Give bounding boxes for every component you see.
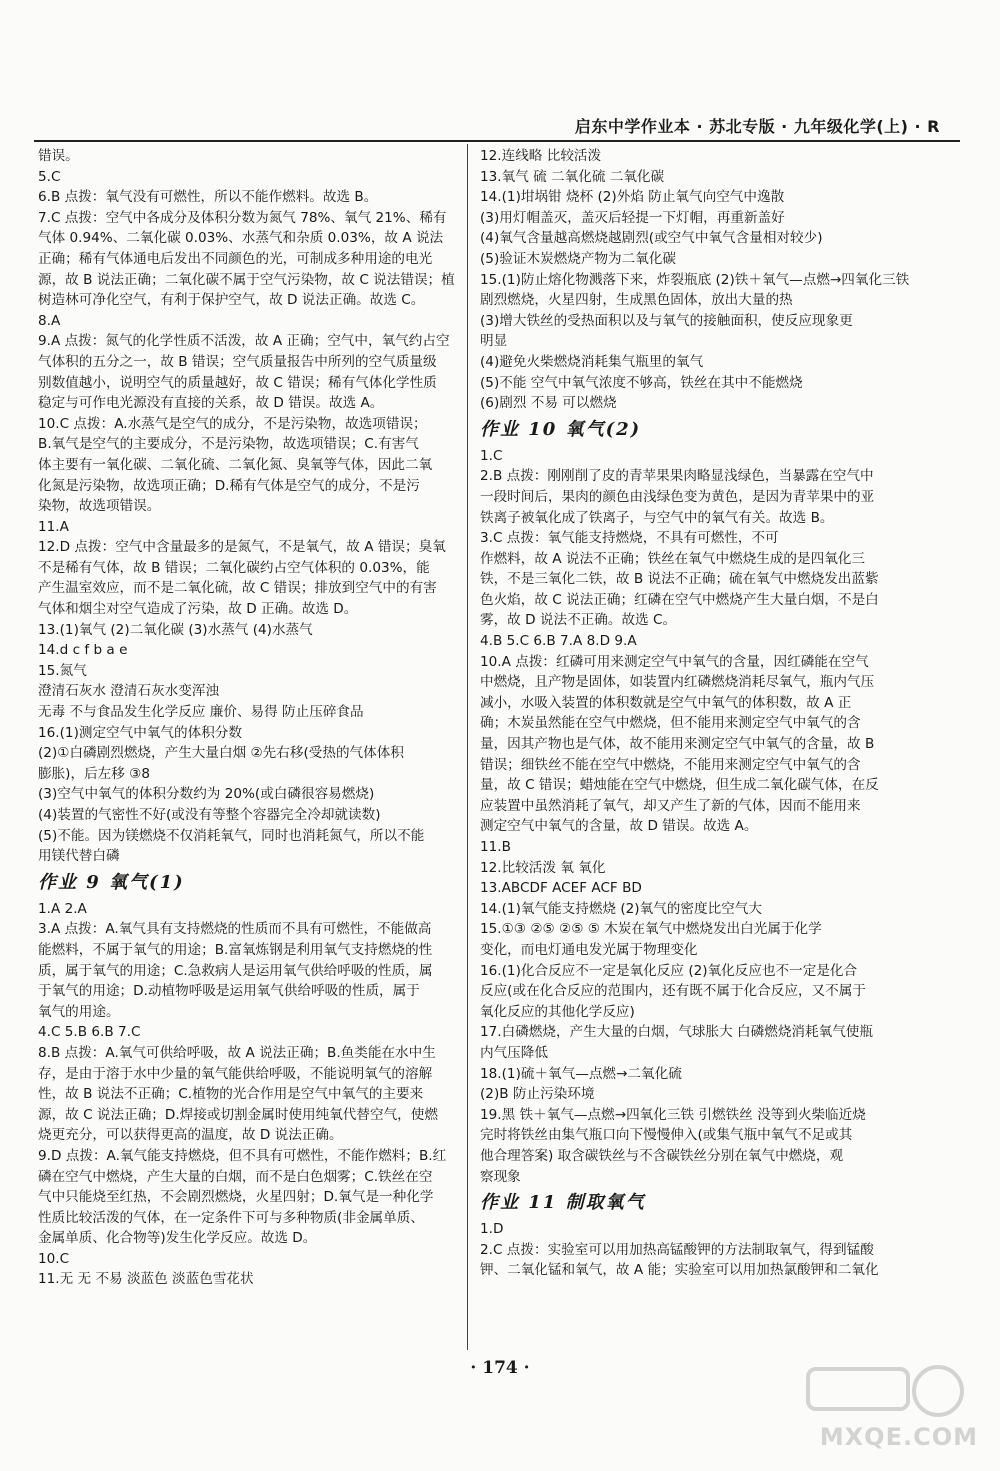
answer-line: (3)增大铁丝的受热面积以及与氧气的接触面积，使反应现象更	[480, 312, 853, 329]
answer-line: 测定空气中氧气的含量，故 D 错误。故选 A。	[480, 818, 758, 835]
answer-line: 减小，水吸入装置的体积数就是空气中氧气的体积数，故 A 正	[480, 694, 852, 711]
answer-line: (5)不能 空气中氧气浓度不够高，铁丝在其中不能燃烧	[480, 374, 803, 391]
answer-line: 铁，不是三氧化二铁，故 B 说法不正确；硫在氧气中燃烧发出蓝紫	[480, 571, 879, 588]
answer-line: 钾、二氧化锰和氧气，故 A 能；实验室可以用加热氯酸钾和二氧化	[480, 1262, 879, 1279]
watermark-logo	[788, 1361, 978, 1451]
answer-line: 14.(1)坩埚钳 烧杯 (2)外焰 防止氧气向空气中逸散	[480, 189, 785, 206]
answer-line: 色火焰，故 C 说法正确；红磷在空气中燃烧产生大量白烟，不是白	[480, 591, 879, 608]
answer-line: 无毒 不与食品发生化学反应 廉价、易得 防止压碎食品	[38, 704, 364, 721]
answer-line: 不是稀有气体，故 B 错误；二氧化碳约占空气体积的 0.03%，能	[38, 559, 430, 576]
answer-line: 内气压降低	[480, 1044, 548, 1061]
answer-line: B.氧气是空气的主要成分，不是污染物，故选项错误；C.有害气	[38, 436, 419, 453]
answer-line: 错误；细铁丝不能在空气中燃烧，不能用来测定空气中氧气的含	[480, 756, 861, 773]
answer-line: 8.B 点拨：A.氧气可供给呼吸，故 A 说法正确；B.鱼类能在水中生	[38, 1044, 436, 1061]
answer-line: 产生温室效应，而不是二氧化硫，故 C 错误；排放到空气中的有害	[38, 580, 437, 597]
answer-line: 中燃烧，且产物是固体，如装置内红磷燃烧消耗尽氧气，瓶内气压	[480, 674, 875, 691]
answer-line: 11.B	[480, 839, 511, 855]
answer-line: 19.黑 铁＋氧气—点燃→四氧化三铁 引燃铁丝 没等到火柴临近烧	[480, 1106, 866, 1123]
answer-line: 质，属于氧气的用途；C.急救病人是运用氧气供给呼吸的性质，属	[38, 962, 433, 979]
answer-line: 铁离子被氧化成了铁离子，与空气中的氧气有关。故选 B。	[480, 509, 834, 526]
answer-line: 树造林可净化空气，有利于保护空气，故 D 说法正确。故选 C。	[38, 292, 425, 309]
answer-line: 存，是由于溶于水中少量的氧气能供给呼吸，不能说明氧气的溶解	[38, 1065, 433, 1082]
answer-line: 金属单质、化合物等)发生化学反应。故选 D。	[38, 1230, 317, 1247]
answer-line: 磷在空气中燃烧，产生大量的白烟，而不是白色烟雾；C.铁丝在空	[38, 1168, 433, 1185]
answer-line: 14.(1)氧气能支持燃烧 (2)氧气的密度比空气大	[480, 900, 762, 917]
answer-line: 化氮是污染物，故选项正确；D.稀有气体是空气的成分，不是污	[38, 477, 420, 494]
answer-line: 性，故 B 说法不正确；C.植物的光合作用是空气中氧气的主要来	[38, 1086, 424, 1103]
answer-line: 13.ABCDF ACEF ACF BD	[480, 880, 642, 897]
answer-line: 1.A 2.A	[38, 900, 87, 917]
answer-line: 13.氧气 硫 二氧化硫 二氧化碳	[480, 168, 665, 185]
answer-line: 气体积的五分之一，故 B 错误；空气质量报告中所列的空气质量级	[38, 353, 437, 370]
answer-line: 量，因其产物也是气体，故不能用来测定空气中氧气的含量，故 B	[480, 736, 875, 753]
answer-line: 5.C	[38, 168, 61, 185]
answer-line: 9.D 点拨：A.氧气能支持燃烧，但不具有可燃性，不能作燃料；B.红	[38, 1147, 447, 1164]
section-heading: 作业 11 制取氧气	[480, 1192, 646, 1214]
answer-line: (4)氧气含量越高燃烧越剧烈(或空气中氧气含量相对较少)	[480, 230, 823, 247]
answer-line: 10.C	[38, 1250, 70, 1267]
answer-line: 10.C 点拨：A.水蒸气是空气的成分，不是污染物，故选项错误；	[38, 415, 427, 432]
answer-line: (4)装置的气密性不好(或没有等整个容器完全冷却就读数)	[38, 807, 381, 823]
answer-line: 15.(1)防止熔化物溅落下来，炸裂瓶底 (2)铁＋氧气—点燃→四氧化三铁	[480, 271, 910, 288]
answer-line: 察现象	[480, 1168, 521, 1185]
answer-line: 8.A	[38, 312, 61, 329]
answer-line: 10.A 点拨：红磷可用来测定空气中氧气的含量，因红磷能在空气	[480, 653, 869, 670]
answer-line: (3)用灯帽盖灭，盖灭后轻提一下灯帽，再重新盖好	[480, 209, 785, 226]
section-heading: 作业 10 氧气(2)	[480, 418, 642, 440]
answer-line: 作燃料，故 A 说法不正确；铁丝在氧气中燃烧生成的是四氧化三	[480, 550, 865, 567]
answer-line: 源，故 C 说法正确；D.焊接或切割金属时使用纯氧代替空气，使燃	[38, 1106, 438, 1123]
answer-line: 膨胀)，后左移 ③8	[38, 765, 151, 782]
answer-line: 稳定与可作电光源没有直接的关系，故 D 错误。故选 A。	[38, 395, 384, 412]
answer-line: 用镁代替白磷	[38, 848, 120, 865]
answer-line: 量，故 C 错误；蜡烛能在空气中燃烧，但生成二氧化碳气体，在反	[480, 777, 879, 794]
answer-line: (6)剧烈 不易 可以燃烧	[480, 395, 617, 412]
answer-line: 确；木炭虽然能在空气中燃烧，但不能用来测定空气中氧气的含	[480, 715, 861, 732]
answer-line: 9.A 点拨：氮气的化学性质不活泼，故 A 正确；空气中，氧气约占空	[38, 333, 450, 350]
answer-line: 3.C 点拨：氧气能支持燃烧，不具有可燃性，不可	[480, 530, 779, 547]
answer-line: 氧气的用途。	[38, 1003, 120, 1020]
answer-line: (3)空气中氧气的体积分数约为 20%(或白磷很容易燃烧)	[38, 786, 375, 803]
answer-line: (5)不能。因为镁燃烧不仅消耗氧气，同时也消耗氮气，所以不能	[38, 827, 425, 844]
answer-line: 能燃料，不属于氧气的用途；B.富氧炼钢是利用氧气支持燃烧的性	[38, 941, 433, 958]
answer-line: 12.比较活泼 氧 氧化	[480, 859, 606, 876]
answer-line: 2.B 点拨：刚刚削了皮的青苹果果肉略显浅绿色，当暴露在空气中	[480, 468, 874, 485]
answer-line: (4)避免火柴燃烧消耗集气瓶里的氧气	[480, 353, 704, 370]
answer-line: 变化，而电灯通电发光属于物理变化	[480, 941, 698, 958]
answer-line: (5)验证木炭燃烧产物为二氧化碳	[480, 250, 676, 267]
answer-line: 染物，故选项错误。	[38, 498, 161, 515]
answer-line: 3.A 点拨：A.氧气具有支持燃烧的性质而不具有可燃性，不能做高	[38, 921, 432, 938]
answer-line: 13.(1)氧气 (2)二氧化碳 (3)水蒸气 (4)水蒸气	[38, 621, 313, 638]
answer-line: 12.连线略 比较活泼	[480, 148, 602, 164]
header-rule	[34, 140, 960, 142]
right-column	[480, 146, 925, 1281]
left-column	[38, 146, 483, 1290]
answer-line: 烧更充分，可以获得更高的温度，故 D 说法正确。	[38, 1127, 343, 1144]
answer-line: 11.A	[38, 518, 69, 535]
answer-line: 4.B 5.C 6.B 7.A 8.D 9.A	[480, 633, 637, 650]
answer-line: 应装置中虽然消耗了氧气，却又产生了新的气体，因而不能用来	[480, 797, 861, 814]
answer-line: 12.D 点拨：空气中含量最多的是氮气，不是氧气，故 A 错误；臭氧	[38, 539, 446, 556]
watermark-text: MXQE.COM	[819, 1423, 978, 1451]
answer-line: 11.无 无 不易 淡蓝色 淡蓝色雪花状	[38, 1271, 254, 1288]
answer-line: 气体 0.94%、二氧化碳 0.03%、水蒸气和杂质 0.03%，故 A 说法	[38, 230, 444, 247]
answer-line: 反应(或在化合反应的范围内，还有既不属于化合反应，又不属于	[480, 983, 866, 1000]
answer-line: 雾，故 D 说法不正确。故选 C。	[480, 612, 677, 629]
answer-line: 17.白磷燃烧，产生大量的白烟，气球胀大 白磷燃烧消耗氧气使瓶	[480, 1024, 873, 1041]
column-divider	[467, 144, 468, 1350]
answer-line: 于氧气的用途；D.动植物呼吸是运用氧气供给呼吸的性质，属于	[38, 983, 420, 1000]
answer-line: 体主要有一氧化碳、二氧化硫、二氧化氮、臭氧等气体，因此二氧	[38, 456, 433, 473]
page-number: · 174 ·	[470, 1358, 530, 1378]
answer-line: 15.①③ ②⑤ ②⑤ ⑤ 木炭在氧气中燃烧发出白光属于化学	[480, 921, 822, 938]
answer-line: 一段时间后，果肉的颜色由浅绿色变为黄色，是因为青苹果中的亚	[480, 488, 875, 505]
answer-line: 1.C	[480, 447, 503, 464]
answer-line: 剧烈燃烧，火星四射，生成黑色固体，放出大量的热	[480, 292, 793, 309]
section-heading: 作业 9 氧气(1)	[38, 871, 185, 893]
answer-line: 2.C 点拨：实验室可以用加热高锰酸钾的方法制取氧气，得到锰酸	[480, 1241, 874, 1258]
answer-line: 7.C 点拨：空气中各成分及体积分数为氮气 78%、氧气 21%、稀有	[38, 209, 447, 226]
answer-line: 明显	[480, 333, 508, 350]
answer-line: 澄清石灰水 澄清石灰水变浑浊	[38, 683, 220, 700]
answer-line: 气体和烟尘对空气造成了污染，故 D 正确。故选 D。	[38, 601, 358, 618]
running-title: 启东中学作业本 · 苏北专版 · 九年级化学(上) · R	[574, 117, 940, 136]
answer-line: 16.(1)化合反应不一定是氧化反应 (2)氧化反应也不一定是化合	[480, 962, 858, 979]
answer-line: 性质比较活泼的气体，在一定条件下可与多种物质(非金属单质、	[38, 1209, 424, 1226]
answer-line: (2)①白磷剧烈燃烧，产生大量白烟 ②先右移(受热的气体体积	[38, 745, 404, 762]
answer-line: 1.D	[480, 1221, 504, 1238]
answer-line: 6.B 点拨：氧气没有可燃性，所以不能作燃料。故选 B。	[38, 189, 378, 206]
answer-line: 4.C 5.B 6.B 7.C	[38, 1024, 141, 1041]
answer-line: 14.d c f b a e	[38, 642, 128, 659]
answer-line: 完时将铁丝由集气瓶口向下慢慢伸入(或集气瓶中氧气不足或其	[480, 1127, 853, 1144]
answer-line: 他合理答案) 取含碳铁丝与不含碳铁丝分别在氧气中燃烧，观	[480, 1147, 844, 1164]
answer-line: (2)B 防止污染环境	[480, 1086, 595, 1103]
answer-line: 氧化反应的其他化学反应)	[480, 1003, 635, 1020]
answer-line: 源，故 B 说法正确；二氧化碳不属于空气污染物，故 C 说法错误；植	[38, 271, 455, 288]
answer-line: 正确；稀有气体通电后发出不同颜色的光，可制成多种用途的电光	[38, 250, 433, 267]
answer-line: 错误。	[38, 148, 79, 164]
answer-line: 气中只能烧至红热，不会剧烈燃烧，火星四射；D.氧气是一种化学	[38, 1189, 434, 1206]
page-header	[0, 112, 1000, 142]
answer-line: 18.(1)硫＋氧气—点燃→二氧化硫	[480, 1065, 682, 1082]
answer-line: 别数值越小，说明空气的质量越好，故 C 错误；稀有气体化学性质	[38, 374, 437, 391]
answer-line: 15.氮气	[38, 662, 87, 679]
answer-line: 16.(1)测定空气中氧气的体积分数	[38, 724, 242, 741]
